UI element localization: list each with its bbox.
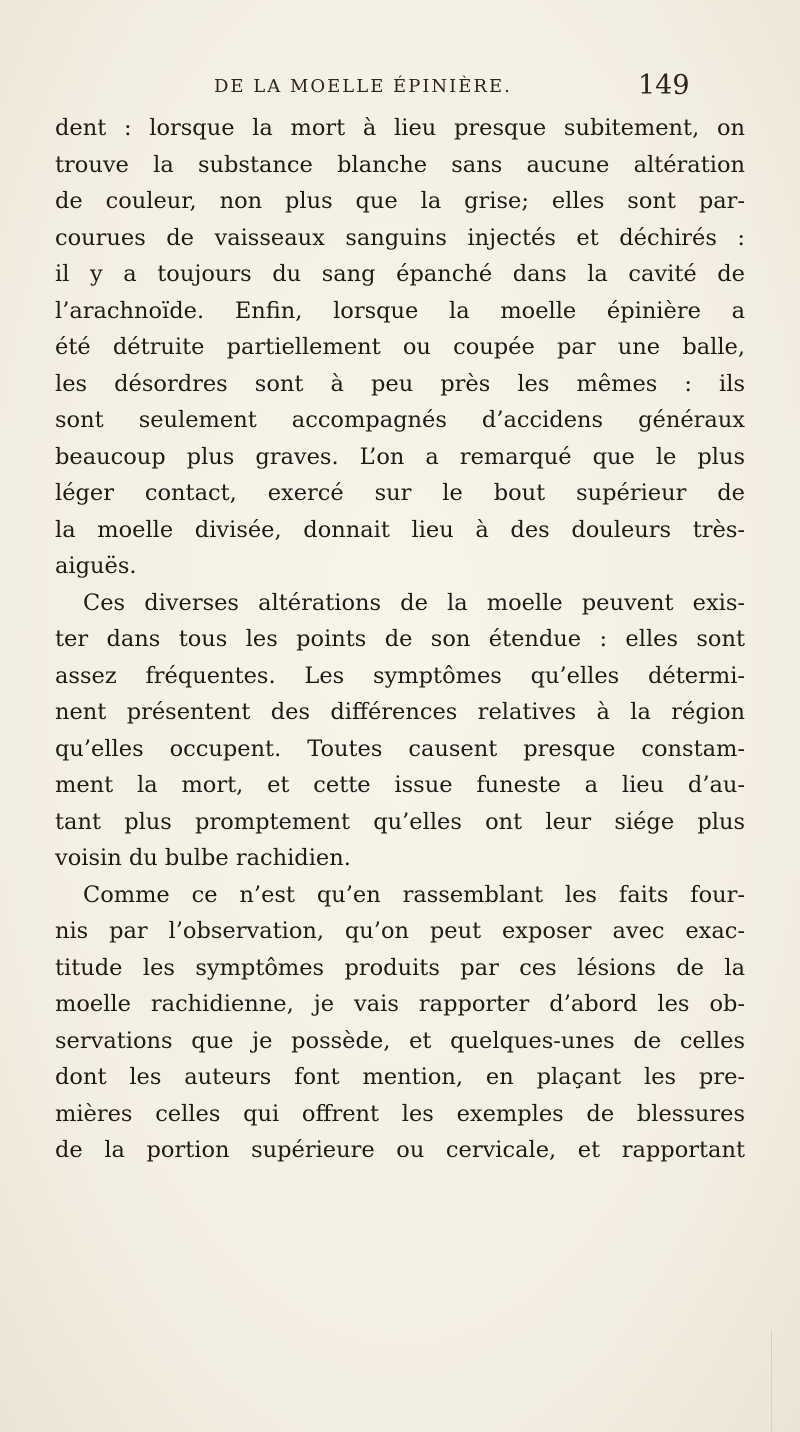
text-line: courues de vaisseaux sanguins injectés et déchirés : [55,224,745,251]
text-line: assez fréquentes. Les symptômes qu’elles détermi- [55,662,745,689]
text-line: dent : lorsque la mort à lieu presque subitement, on [55,115,745,141]
page-edge-mark [771,1330,772,1432]
page-number: 149 [638,70,690,101]
text-line: la moelle divisée, donnait lieu à des douleurs très- [55,516,745,543]
text-line: les désordres sont à peu près les mêmes : ils [55,370,745,397]
body-text [55,110,745,1169]
text-line: été détruite partiellement ou coupée par une balle, [55,334,745,360]
page-header [0,70,800,110]
paragraph-first-line: Ces diverses altérations de la moelle peuvent exis- [83,589,745,616]
text-line: beaucoup plus graves. L’on a remarqué que le plus [55,443,745,470]
text-line: qu’elles occupent. Toutes causent presque constam- [55,735,745,762]
text-line: sont seulement accompagnés d’accidens généraux [55,407,745,433]
text-line: moelle rachidienne, je vais rapporter d’abord les ob- [55,991,745,1017]
text-line: tant plus promptement qu’elles ont leur siége plus [55,808,745,835]
text-line: titude les symptômes produits par ces lésions de la [55,954,745,981]
paragraph-end-line: aiguës. [55,553,137,579]
paragraph-first-line: Comme ce n’est qu’en rassemblant les faits four- [83,881,745,908]
text-line: servations que je possède, et quelques-unes de celles [55,1027,745,1054]
text-line: de couleur, non plus que la grise; elles sont par- [55,188,745,214]
text-line: l’arachnoïde. Enfin, lorsque la moelle épinière a [55,297,745,324]
text-line: ment la mort, et cette issue funeste a lieu d’au- [55,772,745,798]
text-line: léger contact, exercé sur le bout supérieur de [55,480,745,506]
text-line: ter dans tous les points de son étendue : elles sont [55,626,745,652]
running-head: DE LA MOELLE ÉPINIÈRE. [214,76,512,97]
text-line: dont les auteurs font mention, en plaçant les pre- [55,1064,745,1090]
text-line: nis par l’observation, qu’on peut exposer avec exac- [55,918,745,944]
text-line: trouve la substance blanche sans aucune altération [55,151,745,178]
text-line: mières celles qui offrent les exemples de blessures [55,1100,745,1127]
text-line: il y a toujours du sang épanché dans la cavité de [55,261,745,287]
paragraph-end-line: voisin du bulbe rachidien. [55,845,351,871]
text-line: nent présentent des différences relatives à la région [55,699,745,725]
text-line: de la portion supérieure ou cervicale, et rapportant [55,1137,745,1163]
